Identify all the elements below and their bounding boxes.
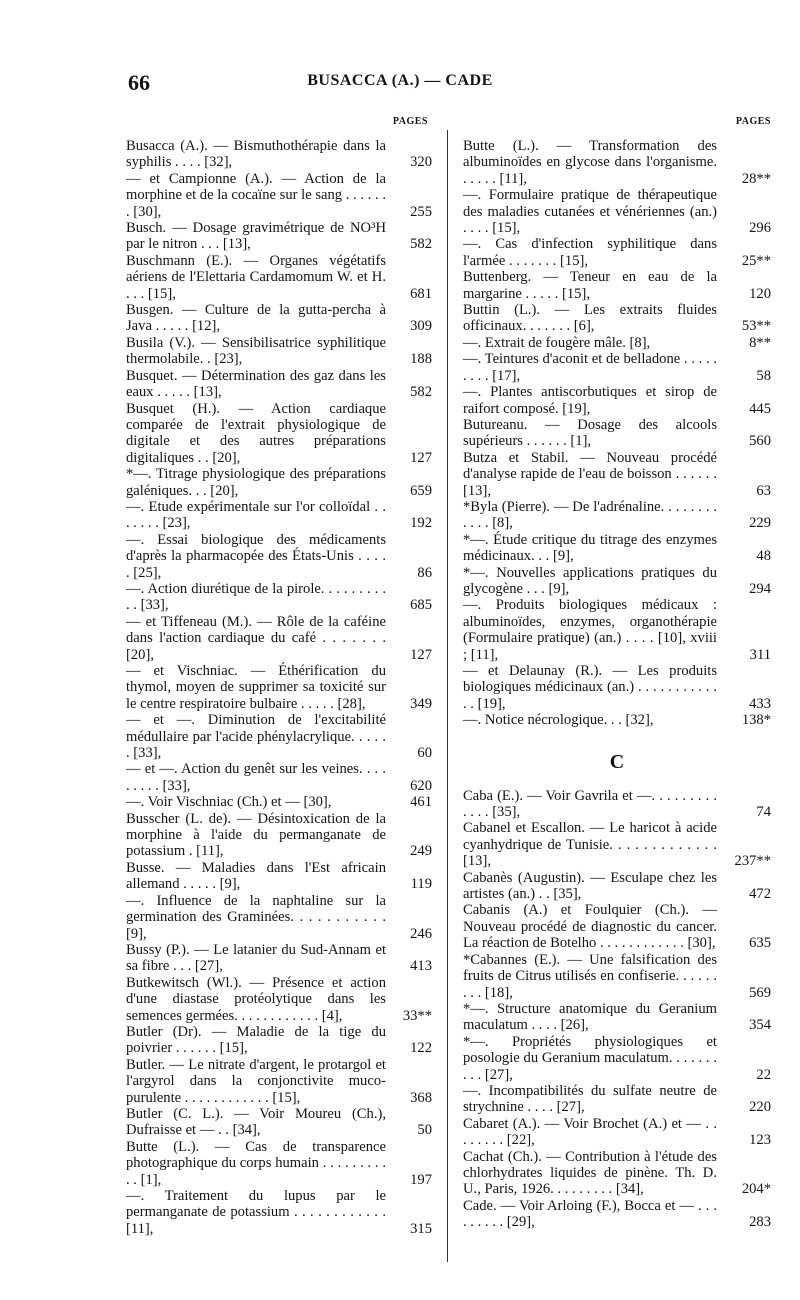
pages-label: PAGES [392, 116, 428, 127]
entry-page-number: 445 [749, 400, 771, 417]
entry-list [463, 138, 771, 729]
index-entry [463, 351, 771, 384]
entry-text: —. Extrait de fougère mâle. [8], [463, 334, 651, 351]
index-entry [463, 1149, 771, 1198]
entry-page-number: 53** [741, 318, 771, 335]
entry-text: —. Influence de la naphtaline sur la germination des Graminées. . . . . . . . . . . [9], [126, 892, 386, 942]
entry-text: —. Essai biologique des médicaments d'après la pharmacopée des États-Unis . . . . . [25], [126, 531, 386, 581]
entry-page-number: 635 [749, 935, 771, 952]
page-header [0, 64, 800, 104]
index-entry [126, 893, 432, 942]
index-entry [463, 417, 771, 450]
entry-text: —. Etude expérimentale sur l'or colloïdal . . . . . . . [23], [126, 498, 386, 532]
entry-text: —. Notice nécrologique. . . [32], [463, 712, 654, 729]
index-entry [126, 220, 432, 253]
entry-page-number: 620 [410, 777, 432, 794]
entry-text: Busscher (L. de). — Désintoxication de la morphine à l'aide du permanganate de potassium . [11], [126, 810, 386, 860]
entry-page-number: 237** [734, 853, 771, 870]
index-entry [126, 302, 432, 335]
entry-text: —. Traitement du lupus par le permanganate de potassium . . . . . . . . . . . . [11], [126, 1188, 386, 1237]
index-entry [463, 663, 771, 712]
entry-text: Cabanès (Augustin). — Esculape chez les artistes (an.) . . [35], [463, 869, 717, 903]
index-entry [126, 368, 432, 401]
entry-text: Cabanel et Escallon. — Le haricot à acide cyanhydrique de Tunisie. . . . . . . . . . . . . [13], [463, 820, 717, 870]
index-entry [126, 581, 432, 614]
index-entry [126, 975, 432, 1024]
entry-page-number: 315 [410, 1220, 432, 1237]
entry-text: Buschmann (E.). — Organes végétatifs aériens de l'Elettaria Cardamomum W. et H. . . . [15], [126, 252, 386, 302]
entry-page-number: 33** [402, 1007, 432, 1024]
index-entry [126, 1057, 432, 1106]
entry-text: Caba (E.). — Voir Gavrila et —. . . . . . . . . . . . . [35], [463, 787, 717, 821]
entry-text: *—. Structure anatomique du Geranium maculatum . . . . [26], [463, 1000, 717, 1034]
entry-text: — et Campionne (A.). — Action de la morphine et de la cocaïne sur le sang . . . . . . . [30], [126, 170, 386, 220]
entry-page-number: 127 [410, 449, 432, 466]
index-entry [463, 384, 771, 417]
entry-text: —. Cas d'infection syphilitique dans l'armée . . . . . . . [15], [463, 236, 717, 269]
index-entry [126, 532, 432, 581]
entry-page-number: 283 [749, 1214, 771, 1231]
entry-text: Cachat (Ch.). — Contribution à l'étude des chlorhydrates liquides de pinène. Th. D. U., Paris, 1926. . . . . . . . . [34], [463, 1148, 717, 1198]
entry-text: *—. Titrage physiologique des préparations galéniques. . . [20], [126, 466, 386, 499]
entry-text: —. Formulaire pratique de thérapeutique des maladies cutanées et vénériennes (an.) . . . . [15], [463, 187, 717, 237]
entry-text: — et Vischniac. — Éthérification du thymol, moyen de supprimer sa toxicité sur le centre respiratoire bulbaire . . . . . [28], [126, 663, 386, 712]
page-number: 66 [128, 70, 150, 95]
index-entry [463, 499, 771, 532]
entry-text: —. Action diurétique de la pirole. . . . . . . . . . . [33], [126, 580, 386, 614]
index-entry [463, 902, 771, 951]
entry-text: *—. Étude critique du titrage des enzymes médicinaux. . . [9], [463, 531, 717, 565]
entry-text: Butler. — Le nitrate d'argent, le protargol et l'argyrol dans la conjonctivite muco-purulente . . . . . . . . . . . . [15], [126, 1056, 386, 1106]
entry-page-number: 48 [756, 548, 771, 565]
entry-page-number: 569 [749, 984, 771, 1001]
entry-page-number: 192 [410, 515, 432, 532]
index-entry [126, 942, 432, 975]
entry-page-number: 229 [749, 515, 771, 532]
index-entry [126, 712, 432, 761]
entry-text: —. Incompatibilités du sulfate neutre de strychnine . . . . [27], [463, 1082, 717, 1116]
index-entry [463, 870, 771, 903]
section-letter: C [609, 750, 625, 773]
entry-page-number: 22 [756, 1066, 771, 1083]
entry-page-number: 86 [417, 564, 432, 581]
entry-text: Butza et Stabil. — Nouveau procédé d'analyse rapide de l'eau de boisson . . . . . . [13], [463, 449, 717, 499]
index-entry [463, 1198, 771, 1231]
index-entry [126, 499, 432, 532]
index-entry [126, 1106, 432, 1139]
right-column [463, 116, 771, 1231]
index-entry [463, 597, 771, 663]
index-entry [463, 1001, 771, 1034]
entry-page-number: 138* [741, 712, 771, 729]
entry-text: *—. Propriétés physiologiques et posologie du Geranium maculatum. . . . . . . . . . [27], [463, 1033, 717, 1083]
entry-page-number: 309 [410, 318, 432, 335]
entry-page-number: 63 [756, 482, 771, 499]
entry-text: —. Produits biologiques médicaux : albuminoïdes, enzymes, organothérapie (Formulaire pratique) (an.) . . . . [10], xviii ; [11], [463, 597, 717, 663]
index-entry [126, 761, 432, 794]
entry-page-number: 659 [410, 482, 432, 499]
index-entry [126, 401, 432, 467]
entry-page-number: 58 [756, 367, 771, 384]
entry-text: Butler (C. L.). — Voir Moureu (Ch.), Dufraisse et — . . [34], [126, 1105, 386, 1139]
entry-page-number: 560 [749, 433, 771, 450]
index-entry [126, 466, 432, 499]
entry-page-number: 294 [749, 580, 771, 597]
entry-text: — et —. Action du genêt sur les veines. . . . . . . . . [33], [126, 761, 386, 794]
pages-label: PAGES [735, 116, 771, 127]
entry-text: — et —. Diminution de l'excitabilité médullaire par l'acide phénylacrylique. . . . . . [33], [126, 712, 386, 762]
entry-text: —. Teintures d'aconit et de belladone . . . . . . . . . [17], [463, 351, 717, 384]
index-entry [463, 269, 771, 302]
index-entry [463, 187, 771, 236]
entry-text: Butte (L.). — Transformation des albuminoïdes en glycose dans l'organisme. . . . . . [11], [463, 138, 717, 187]
entry-text: Cabaret (A.). — Voir Brochet (A.) et — . . . . . . . . [22], [463, 1115, 717, 1149]
entry-text: Butte (L.). — Cas de transparence photographique du corps humain . . . . . . . . . . . [1], [126, 1138, 386, 1188]
entry-page-number: 255 [410, 203, 432, 220]
entry-text: Bussy (P.). — Le latanier du Sud-Annam et sa fibre . . . [27], [126, 941, 386, 975]
entry-text: Busquet (H.). — Action cardiaque comparée de l'extrait physiologique de digitale et des autres préparations digitaliques . . [20], [126, 400, 386, 466]
entry-page-number: 311 [749, 646, 771, 663]
entry-page-number: 249 [410, 843, 432, 860]
entry-text: Busacca (A.). — Bismuthothérapie dans la syphilis . . . . [32], [126, 138, 386, 171]
entry-text: Buttenberg. — Teneur en eau de la margarine . . . . . [15], [463, 269, 717, 302]
entry-page-number: 246 [410, 925, 432, 942]
entry-page-number: 582 [410, 384, 432, 401]
entry-text: Busch. — Dosage gravimétrique de NO³H par le nitron . . . [13], [126, 220, 386, 253]
index-entry [126, 663, 432, 712]
entry-text: Busse. — Maladies dans l'Est africain allemand . . . . . [9], [126, 859, 386, 893]
index-entry [463, 532, 771, 565]
index-entry [126, 1139, 432, 1188]
index-entry [463, 450, 771, 499]
entry-page-number: 197 [410, 1171, 432, 1188]
entry-page-number: 296 [749, 220, 771, 237]
entry-page-number: 74 [756, 804, 771, 821]
entry-text: —. Voir Vischniac (Ch.) et — [30], [126, 794, 332, 811]
index-entry [463, 712, 771, 728]
entry-page-number: 349 [410, 695, 432, 712]
index-entry [463, 1116, 771, 1149]
index-entry [463, 138, 771, 187]
index-entry [463, 788, 771, 821]
index-entry [463, 1083, 771, 1116]
entry-page-number: 582 [410, 236, 432, 253]
index-entry [463, 952, 771, 1001]
entry-page-number: 25** [741, 252, 771, 269]
entry-text: Butkewitsch (Wl.). — Présence et action d'une diastase protéolytique dans les semences germées. . . . . . . . . . . . [4], [126, 974, 386, 1024]
index-entry [126, 1188, 432, 1237]
entry-text: Butler (Dr). — Maladie de la tige du poivrier . . . . . . [15], [126, 1023, 386, 1057]
index-entry [126, 335, 432, 368]
entry-page-number: 354 [749, 1017, 771, 1034]
entry-page-number: 60 [417, 745, 432, 762]
entry-page-number: 681 [410, 285, 432, 302]
entry-page-number: 685 [410, 597, 432, 614]
entry-text: Busgen. — Culture de la gutta-percha à Java . . . . . [12], [126, 302, 386, 335]
entry-page-number: 220 [749, 1099, 771, 1116]
index-entry [126, 138, 432, 171]
entry-page-number: 320 [410, 154, 432, 171]
entry-text: *—. Nouvelles applications pratiques du glycogène . . . [9], [463, 564, 717, 597]
column-divider [447, 130, 448, 1262]
entry-list [463, 788, 771, 1231]
entry-page-number: 8** [749, 334, 771, 351]
entry-text: Cade. — Voir Arloing (F.), Bocca et — . . . . . . . . . [29], [463, 1197, 717, 1231]
index-entry [463, 820, 771, 869]
entry-text: —. Plantes antiscorbutiques et sirop de raifort composé. [19], [463, 384, 717, 417]
entry-page-number: 120 [749, 285, 771, 302]
index-entry [126, 171, 432, 220]
index-entry [463, 565, 771, 598]
entry-text: *Cabannes (E.). — Une falsification des fruits de Citrus utilisés en confiserie. . . . . . . . . [18], [463, 951, 717, 1001]
running-title: BUSACCA (A.) — CADE [307, 72, 493, 89]
entry-page-number: 461 [410, 794, 432, 811]
index-entry [126, 794, 432, 810]
entry-text: *Byla (Pierre). — De l'adrénaline. . . . . . . . . . . . [8], [463, 498, 717, 532]
entry-text: — et Tiffeneau (M.). — Rôle de la caféine dans l'action cardiaque du café . . . . . . . [20], [126, 613, 386, 663]
entry-page-number: 122 [410, 1040, 432, 1057]
index-entry [463, 335, 771, 351]
entry-page-number: 413 [410, 958, 432, 975]
entry-text: Buttin (L.). — Les extraits fluides officinaux. . . . . . . [6], [463, 302, 717, 335]
entry-page-number: 204* [741, 1181, 771, 1198]
entry-page-number: 433 [749, 695, 771, 712]
entry-page-number: 28** [741, 170, 771, 187]
index-entry [463, 1034, 771, 1083]
index-entry [463, 302, 771, 335]
index-entry [126, 614, 432, 663]
entry-page-number: 50 [417, 1122, 432, 1139]
entry-page-number: 368 [410, 1089, 432, 1106]
entry-text: Busquet. — Détermination des gaz dans les eaux . . . . . [13], [126, 367, 386, 401]
index-entry [126, 811, 432, 860]
entry-page-number: 119 [410, 876, 432, 893]
left-column [126, 116, 432, 1237]
entry-page-number: 188 [410, 351, 432, 368]
entry-page-number: 127 [410, 646, 432, 663]
entry-text: Busila (V.). — Sensibilisatrice syphilitique thermolabile. . [23], [126, 334, 386, 368]
index-entry [463, 236, 771, 269]
index-entry [126, 1024, 432, 1057]
entry-list [126, 138, 432, 1237]
entry-text: Cabanis (A.) et Foulquier (Ch.). — Nouveau procédé de diagnostic du cancer. La réaction de Botelho . . . . . . . . . . . . [30], [463, 902, 717, 952]
index-entry [126, 860, 432, 893]
entry-page-number: 472 [749, 886, 771, 903]
entry-text: Butureanu. — Dosage des alcools supérieurs . . . . . . [1], [463, 416, 717, 450]
entry-page-number: 123 [749, 1132, 771, 1149]
entry-text: — et Delaunay (R.). — Les produits biologiques médicinaux (an.) . . . . . . . . . . . . . [19], [463, 663, 717, 712]
index-entry [126, 253, 432, 302]
